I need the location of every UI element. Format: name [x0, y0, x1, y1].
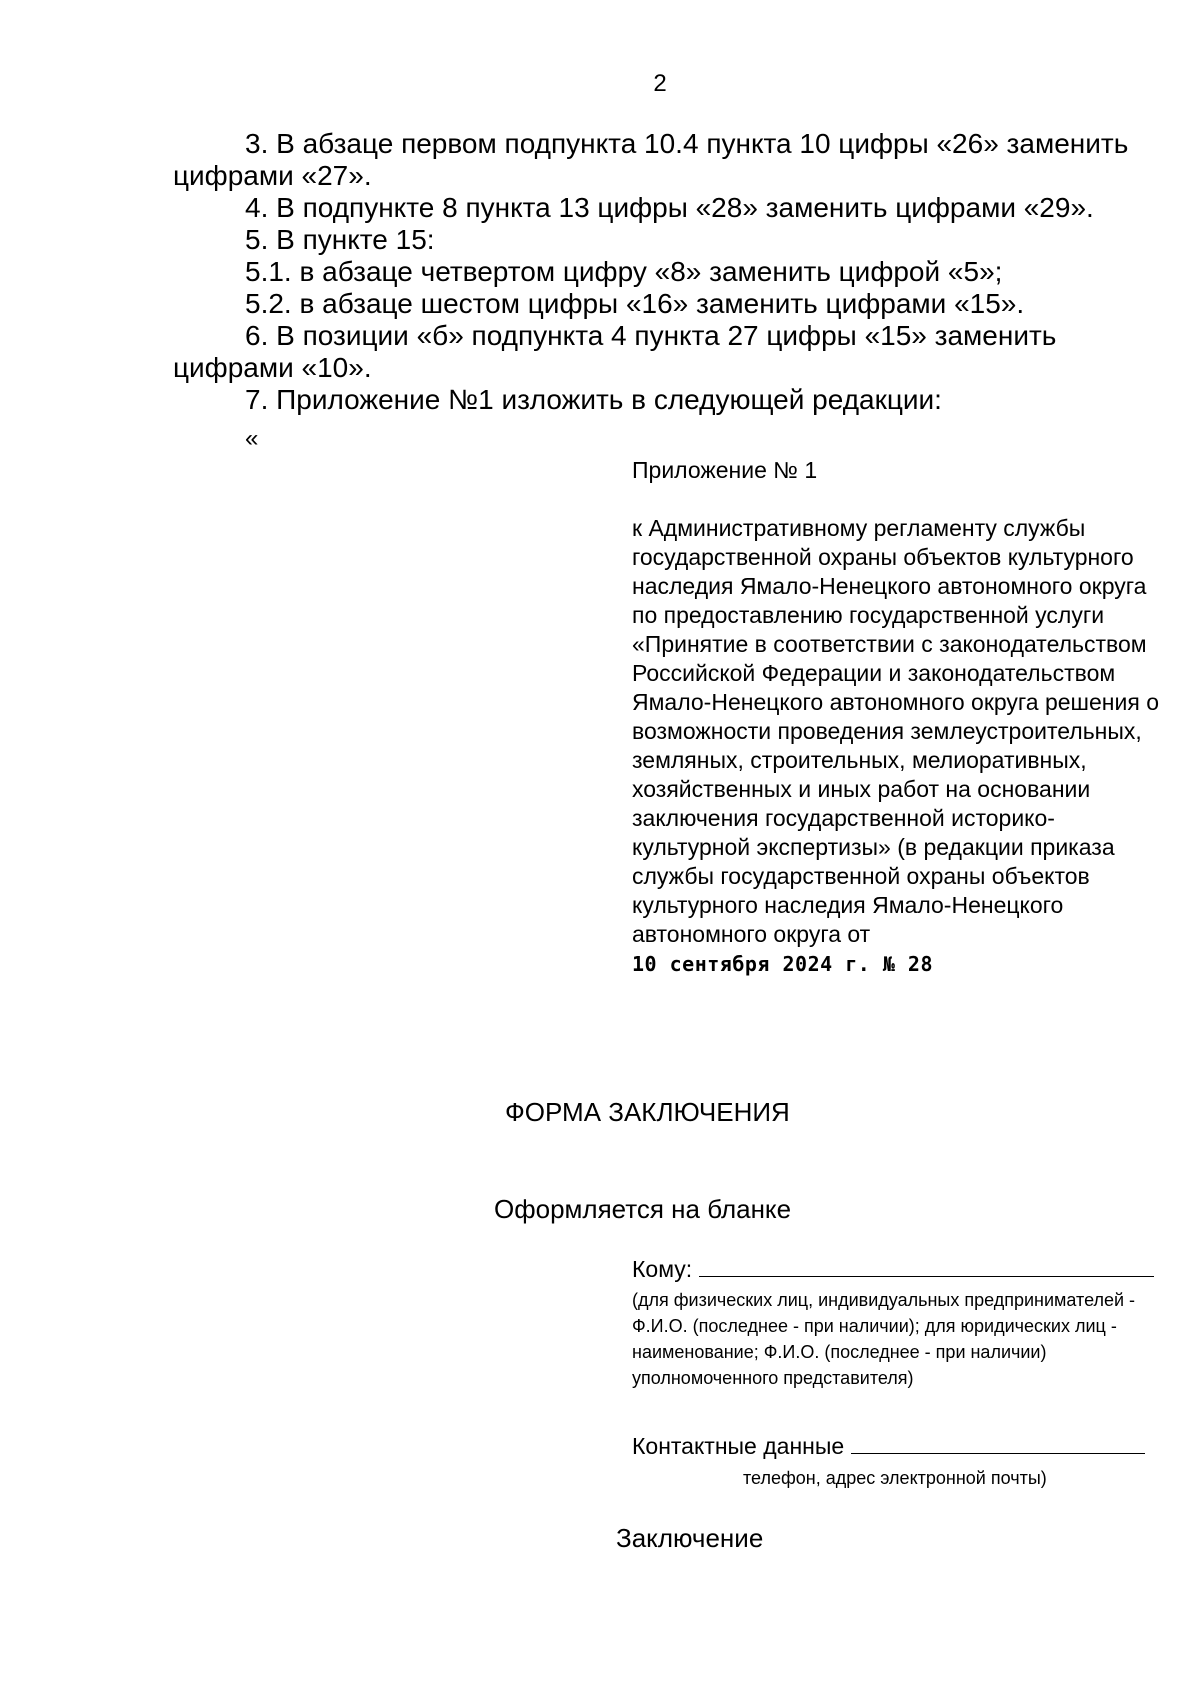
amendment-paragraph-3: 3. В абзаце первом подпункта 10.4 пункта 10 цифры «26» заменить цифрами «27».: [173, 128, 1129, 191]
opening-quote-mark: «: [245, 425, 259, 452]
contacts-blank-line: [851, 1435, 1145, 1454]
amendment-paragraph-4: 4. В подпункте 8 пункта 13 цифры «28» заменить цифрами «29».: [245, 192, 1094, 223]
date-number-stamp: 10 сентября 2024 г. № 28: [632, 952, 933, 976]
recipient-label: Кому:: [632, 1256, 693, 1282]
recipient-blank-line: [699, 1258, 1154, 1277]
appendix-title: Приложение № 1: [632, 457, 818, 483]
amendment-paragraph-7: 7. Приложение №1 изложить в следующей редакции:: [245, 384, 942, 415]
appendix-description-text: к Административному регламенту службы государственной охраны объектов культурного наследия Ямало-Ненецкого автономного округа по предоставлению государственной услуги «Принятие в соответствии с законодательством Российской Федерации и законодательством Ямало-Ненецкого автономного округа решения о возможности проведения землеустроительных, земляных, строительных, мелиоративных, хозяйственных и иных работ на основании заключения государственной историко-культурной экспертизы» (в редакции приказа службы государственной охраны объектов культурного наследия Ямало-Ненецкого автономного округа от: [632, 515, 1159, 947]
appendix-description: [632, 514, 1172, 979]
recipient-note: (для физических лиц, индивидуальных предпринимателей - Ф.И.О. (последнее - при наличии); для юридических лиц - наименование; Ф.И.О. (последнее - при наличии) уполномоченного представителя): [632, 1290, 1136, 1388]
page-number: 2: [653, 70, 667, 97]
form-subtitle: Оформляется на бланке: [494, 1194, 792, 1224]
amendment-paragraph-6: 6. В позиции «б» подпункта 4 пункта 27 цифры «15» заменить цифрами «10».: [173, 320, 1057, 383]
appendix-header-block: [632, 456, 1172, 979]
conclusion-heading: Заключение: [616, 1523, 764, 1553]
contacts-label: Контактные данные: [632, 1433, 845, 1459]
amendment-paragraph-5-2: 5.2. в абзаце шестом цифры «16» заменить цифрами «15».: [245, 288, 1025, 319]
recipient-row: [632, 1256, 1154, 1283]
form-title: ФОРМА ЗАКЛЮЧЕНИЯ: [505, 1097, 790, 1127]
contacts-note: телефон, адрес электронной почты): [743, 1468, 1047, 1488]
contacts-row: [632, 1433, 1145, 1460]
amendments-list: [173, 128, 1135, 416]
amendment-paragraph-5-1: 5.1. в абзаце четвертом цифру «8» заменить цифрой «5»;: [245, 256, 1003, 287]
amendment-paragraph-5: 5. В пункте 15:: [245, 224, 435, 255]
